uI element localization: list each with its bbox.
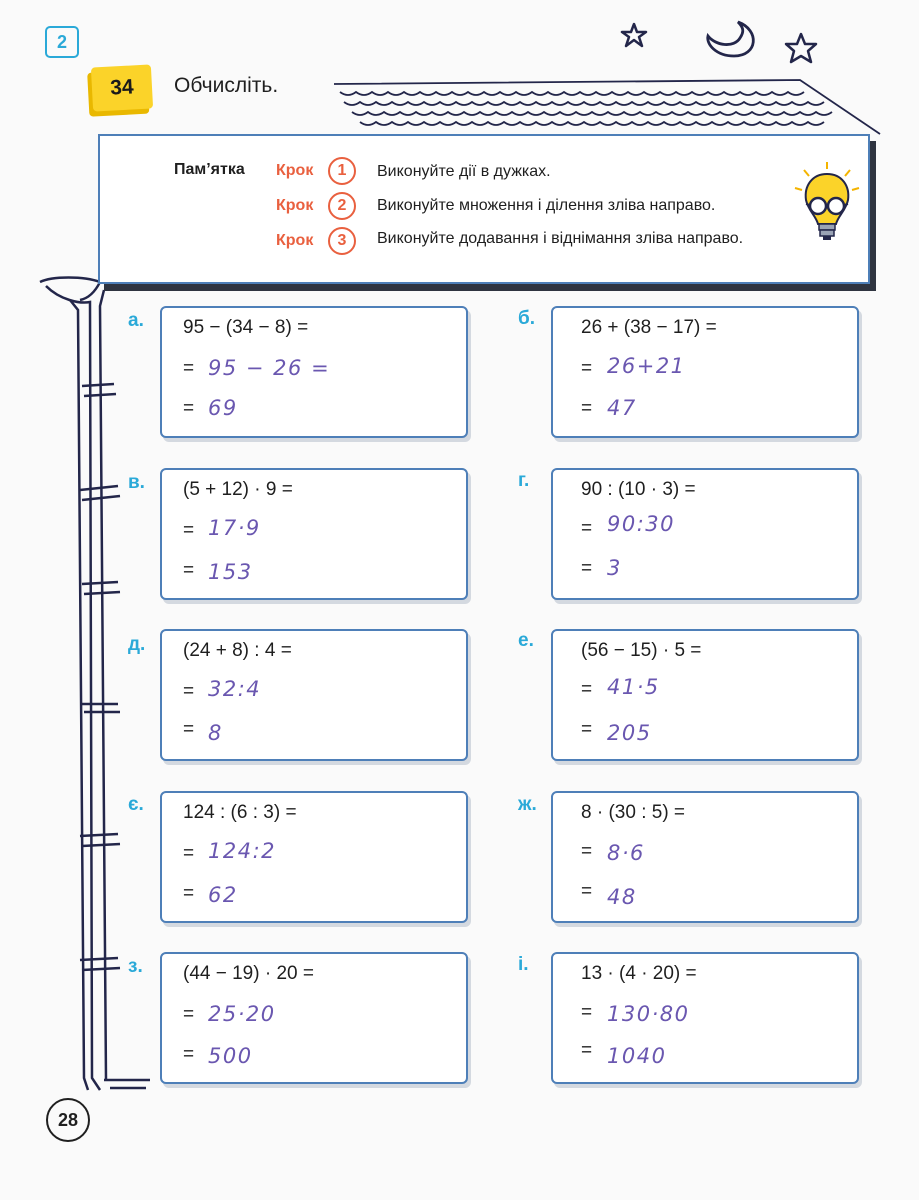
handwritten-answer: 3 xyxy=(607,556,622,580)
step-word: Крок xyxy=(276,197,314,214)
problem-expression: 95 − (34 − 8) = xyxy=(183,317,309,338)
step-number: 1 xyxy=(328,157,356,185)
problem-expression: (24 + 8) : 4 = xyxy=(183,640,292,661)
problem-card xyxy=(551,791,859,923)
handwritten-step: 8·6 xyxy=(607,841,645,865)
problem-letter: в. xyxy=(128,472,145,493)
step-3 xyxy=(276,226,356,256)
handwritten-answer: 62 xyxy=(208,883,238,907)
handwritten-step: 41·5 xyxy=(607,675,660,699)
step-number: 2 xyxy=(328,192,356,220)
handwritten-answer: 47 xyxy=(607,396,637,420)
equals-sign: = xyxy=(183,1044,195,1065)
handwritten-answer: 153 xyxy=(208,560,253,584)
problem-letter: г. xyxy=(518,470,530,491)
step-number: 3 xyxy=(328,227,356,255)
handwritten-step: 32:4 xyxy=(208,677,262,701)
problem-expression: 13 · (4 · 20) = xyxy=(581,963,697,984)
roof-illustration xyxy=(334,80,880,134)
handwritten-step: 130·80 xyxy=(607,1002,690,1026)
equals-sign: = xyxy=(183,520,195,541)
equals-sign: = xyxy=(581,719,593,740)
chapter-badge: 2 xyxy=(45,26,79,58)
problem-card xyxy=(160,791,468,923)
equals-sign: = xyxy=(183,843,195,864)
handwritten-step: 26+21 xyxy=(607,354,686,378)
equals-sign: = xyxy=(581,1040,593,1061)
equals-sign: = xyxy=(581,679,593,700)
page-number: 28 xyxy=(46,1098,90,1142)
step-text: Виконуйте додавання і віднімання зліва направо. xyxy=(377,230,744,247)
step-text: Виконуйте дії в дужках. xyxy=(377,163,551,180)
handwritten-answer: 48 xyxy=(607,885,637,909)
problem-letter: б. xyxy=(518,308,536,329)
problem-letter: і. xyxy=(518,954,529,975)
equals-sign: = xyxy=(183,719,195,740)
step-1 xyxy=(276,156,356,186)
equals-sign: = xyxy=(581,1002,593,1023)
equals-sign: = xyxy=(581,358,593,379)
equals-sign: = xyxy=(183,681,195,702)
equals-sign: = xyxy=(183,398,195,419)
problem-card xyxy=(160,306,468,438)
handwritten-step: 95 − 26 = xyxy=(208,356,331,380)
equals-sign: = xyxy=(581,398,593,419)
problem-expression: (44 − 19) · 20 = xyxy=(183,963,314,984)
equals-sign: = xyxy=(183,1004,195,1025)
lightbulb-icon xyxy=(792,160,862,250)
problem-letter: е. xyxy=(518,630,534,651)
problem-card xyxy=(160,629,468,761)
problem-card xyxy=(551,306,859,438)
step-word: Крок xyxy=(276,232,314,249)
problem-card xyxy=(160,468,468,600)
handwritten-step: 90:30 xyxy=(607,512,676,536)
problem-card xyxy=(551,629,859,761)
handwritten-step: 124:2 xyxy=(208,839,277,863)
problem-letter: д. xyxy=(128,634,146,655)
problem-expression: 8 · (30 : 5) = xyxy=(581,802,686,823)
problem-expression: 26 + (38 − 17) = xyxy=(581,317,717,338)
handwritten-step: 25·20 xyxy=(208,1002,276,1026)
step-text: Виконуйте множення і ділення зліва направо. xyxy=(377,197,716,214)
equals-sign: = xyxy=(183,358,195,379)
problem-expression: (5 + 12) · 9 = xyxy=(183,479,293,500)
problem-expression: 124 : (6 : 3) = xyxy=(183,802,297,823)
handwritten-answer: 8 xyxy=(208,721,223,745)
star-icon xyxy=(786,34,816,62)
equals-sign: = xyxy=(183,883,195,904)
step-2 xyxy=(276,191,356,221)
problem-card xyxy=(551,952,859,1084)
star-icon xyxy=(622,24,646,46)
task-title: Обчисліть. xyxy=(174,74,279,97)
handwritten-answer: 205 xyxy=(607,721,652,745)
moon-icon xyxy=(708,22,754,56)
equals-sign: = xyxy=(183,560,195,581)
equals-sign: = xyxy=(581,881,593,902)
problem-letter: а. xyxy=(128,310,144,331)
memo-label: Пам’ятка xyxy=(174,161,245,178)
problem-letter: є. xyxy=(128,794,144,815)
equals-sign: = xyxy=(581,558,593,579)
problem-letter: з. xyxy=(128,956,143,977)
task-number-badge: 34 xyxy=(91,64,153,111)
handwritten-step: 17·9 xyxy=(208,516,261,540)
problem-card xyxy=(551,468,859,600)
memo-box xyxy=(98,134,870,284)
problem-expression: (56 − 15) · 5 = xyxy=(581,640,702,661)
step-word: Крок xyxy=(276,162,314,179)
equals-sign: = xyxy=(581,841,593,862)
problem-card xyxy=(160,952,468,1084)
handwritten-answer: 1040 xyxy=(607,1044,667,1068)
handwritten-answer: 69 xyxy=(208,396,238,420)
problem-expression: 90 : (10 · 3) = xyxy=(581,479,696,500)
handwritten-answer: 500 xyxy=(208,1044,253,1068)
problem-letter: ж. xyxy=(518,794,537,815)
equals-sign: = xyxy=(581,518,593,539)
